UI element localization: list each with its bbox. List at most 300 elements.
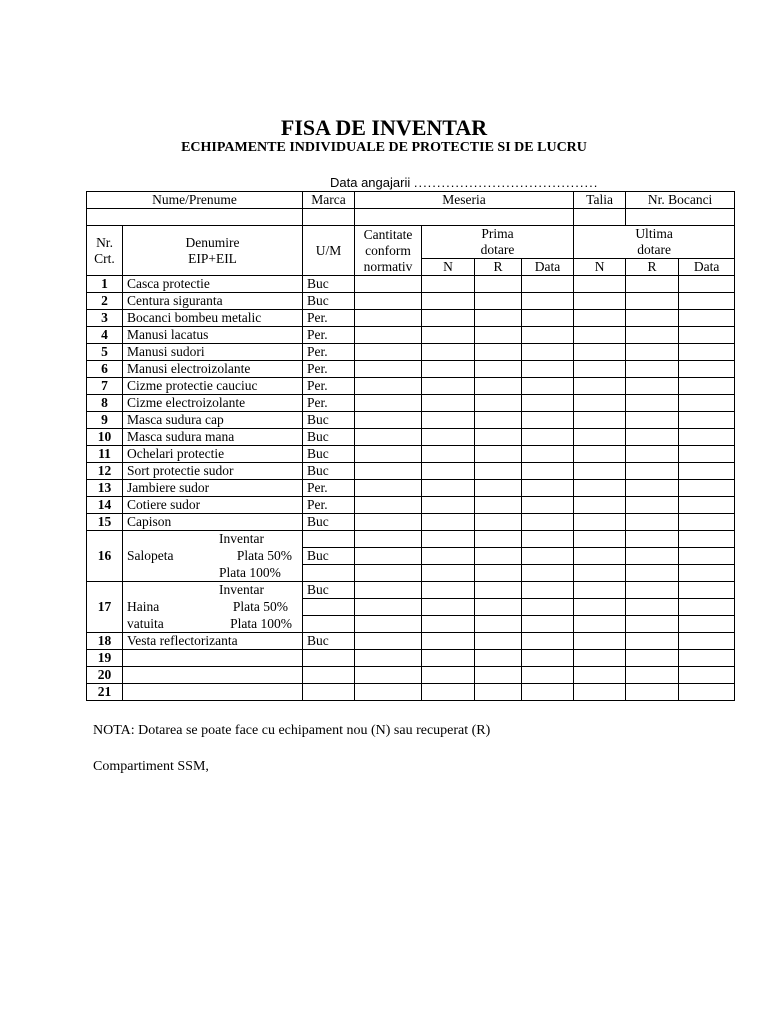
cell[interactable] <box>422 429 475 446</box>
cell[interactable] <box>626 480 679 497</box>
table-row <box>87 514 735 531</box>
cell[interactable] <box>522 633 574 650</box>
cell[interactable] <box>355 310 422 327</box>
cell[interactable] <box>626 633 679 650</box>
cell[interactable] <box>679 684 735 701</box>
cell[interactable] <box>522 395 574 412</box>
um-cell[interactable] <box>303 565 355 582</box>
um-cell[interactable] <box>303 650 355 667</box>
cell[interactable] <box>355 514 422 531</box>
cell[interactable] <box>626 497 679 514</box>
cell[interactable] <box>679 650 735 667</box>
item-name: Casca protectie <box>123 276 303 293</box>
cell[interactable] <box>475 463 522 480</box>
um-cell: Buc <box>303 293 355 310</box>
cell[interactable] <box>626 531 679 548</box>
cell[interactable] <box>574 276 626 293</box>
cell[interactable] <box>626 548 679 565</box>
cell[interactable] <box>355 276 422 293</box>
cell[interactable] <box>422 446 475 463</box>
header-marca: Marca <box>303 192 355 209</box>
cell[interactable] <box>574 633 626 650</box>
item-name: Vesta reflectorizanta <box>123 633 303 650</box>
cell[interactable] <box>574 429 626 446</box>
row17-name-b: vatuita <box>127 615 164 631</box>
row16-plata50: Plata 50% <box>236 548 293 563</box>
cell[interactable] <box>626 429 679 446</box>
item-name[interactable] <box>123 667 303 684</box>
row16-name: Salopeta <box>127 548 174 563</box>
cell[interactable] <box>679 616 735 633</box>
cell[interactable] <box>422 531 475 548</box>
cell[interactable] <box>679 344 735 361</box>
cell[interactable] <box>355 650 422 667</box>
cell[interactable] <box>574 293 626 310</box>
cell[interactable] <box>574 344 626 361</box>
cell[interactable] <box>422 582 475 599</box>
table-row <box>87 463 735 480</box>
um-cell: Per. <box>303 361 355 378</box>
cell[interactable] <box>522 446 574 463</box>
row17-line1 <box>123 582 303 599</box>
column-header-row <box>87 226 735 243</box>
cell[interactable] <box>422 463 475 480</box>
cell[interactable] <box>574 582 626 599</box>
hire-date-line <box>330 175 598 190</box>
hire-date-dots: ........................................ <box>413 175 599 190</box>
cell[interactable] <box>679 599 735 616</box>
col-cantitate <box>355 226 422 276</box>
col-ultima-n: N <box>574 259 626 276</box>
cell[interactable] <box>522 514 574 531</box>
cell[interactable] <box>679 633 735 650</box>
item-name: Cizme electroizolante <box>123 395 303 412</box>
cell[interactable] <box>679 463 735 480</box>
table-row <box>87 378 735 395</box>
cell[interactable] <box>626 599 679 616</box>
row-number: 4 <box>87 327 123 344</box>
table-row <box>87 684 735 701</box>
cell[interactable] <box>475 480 522 497</box>
cell[interactable] <box>475 667 522 684</box>
item-name: Sort protectie sudor <box>123 463 303 480</box>
cell[interactable] <box>626 565 679 582</box>
cell[interactable] <box>475 276 522 293</box>
table-row <box>87 361 735 378</box>
cell[interactable] <box>475 429 522 446</box>
empty-rows <box>87 650 735 701</box>
cell[interactable] <box>522 463 574 480</box>
table-row <box>87 310 735 327</box>
cell[interactable] <box>574 361 626 378</box>
cell[interactable] <box>522 650 574 667</box>
cell[interactable] <box>422 480 475 497</box>
row-number: 10 <box>87 429 123 446</box>
item-name: Ochelari protectie <box>123 446 303 463</box>
cell[interactable] <box>475 599 522 616</box>
col-ultima-dotare: Ultima <box>574 226 735 243</box>
cell[interactable] <box>679 327 735 344</box>
table-row <box>87 667 735 684</box>
cell[interactable] <box>475 497 522 514</box>
um-cell: Buc <box>303 463 355 480</box>
cell[interactable] <box>679 497 735 514</box>
cell[interactable] <box>626 395 679 412</box>
col-prima-dotare-2: dotare <box>422 242 574 259</box>
cell[interactable] <box>522 429 574 446</box>
cell[interactable] <box>475 446 522 463</box>
cell[interactable] <box>574 327 626 344</box>
cell[interactable] <box>522 497 574 514</box>
col-cant-line3: normativ <box>363 258 413 274</box>
col-prima-dotare: Prima <box>422 226 574 243</box>
cell[interactable] <box>475 684 522 701</box>
row16-line3 <box>123 565 303 582</box>
cell[interactable] <box>574 497 626 514</box>
cell[interactable] <box>522 378 574 395</box>
item-name: Masca sudura mana <box>123 429 303 446</box>
um-cell: Buc <box>303 429 355 446</box>
cell[interactable] <box>475 378 522 395</box>
cell[interactable] <box>679 429 735 446</box>
cell[interactable] <box>475 293 522 310</box>
cell[interactable] <box>679 582 735 599</box>
cell[interactable] <box>355 361 422 378</box>
item-rows <box>87 276 735 531</box>
col-ultima-data: Data <box>679 259 735 276</box>
table-row-17 <box>87 582 735 599</box>
um-cell: Per. <box>303 344 355 361</box>
cell[interactable] <box>422 276 475 293</box>
cell[interactable] <box>355 344 422 361</box>
cell[interactable] <box>574 565 626 582</box>
item-name: Bocanci bombeu metalic <box>123 310 303 327</box>
cell[interactable] <box>355 378 422 395</box>
row17-plata50: Plata 50% <box>232 599 289 614</box>
cell[interactable] <box>574 616 626 633</box>
item-name: Cizme protectie cauciuc <box>123 378 303 395</box>
cell[interactable] <box>574 531 626 548</box>
cell[interactable] <box>522 276 574 293</box>
cell[interactable] <box>422 514 475 531</box>
compartment-signature: Compartiment SSM, <box>93 759 209 774</box>
name-field[interactable] <box>87 209 303 226</box>
cell[interactable] <box>522 531 574 548</box>
cell[interactable] <box>679 293 735 310</box>
cell[interactable] <box>679 378 735 395</box>
bocanci-field[interactable] <box>626 209 735 226</box>
row17-name-a: Haina <box>127 599 160 614</box>
cell[interactable] <box>422 344 475 361</box>
row-number: 19 <box>87 650 123 667</box>
cell[interactable] <box>475 310 522 327</box>
cell[interactable] <box>522 565 574 582</box>
cell[interactable] <box>522 616 574 633</box>
um-cell: Buc <box>303 446 355 463</box>
item-name: Capison <box>123 514 303 531</box>
row-number: 12 <box>87 463 123 480</box>
cell[interactable] <box>574 480 626 497</box>
cell[interactable] <box>626 310 679 327</box>
row-number: 8 <box>87 395 123 412</box>
cell[interactable] <box>679 395 735 412</box>
cell[interactable] <box>574 412 626 429</box>
cell[interactable] <box>574 378 626 395</box>
row16-line1 <box>123 531 303 548</box>
cell[interactable] <box>355 667 422 684</box>
row-number: 18 <box>87 633 123 650</box>
cell[interactable] <box>522 412 574 429</box>
cell[interactable] <box>679 667 735 684</box>
cell[interactable] <box>679 310 735 327</box>
col-ultima-dotare-2: dotare <box>574 242 735 259</box>
cell[interactable] <box>475 395 522 412</box>
footer-note: NOTA: Dotarea se poate face cu echipament nou (N) sau recuperat (R) <box>93 723 491 738</box>
table-row <box>87 395 735 412</box>
cell[interactable] <box>475 548 522 565</box>
cell[interactable] <box>422 633 475 650</box>
col-prima-r: R <box>475 259 522 276</box>
table-row-16 <box>87 531 735 548</box>
cell[interactable] <box>422 378 475 395</box>
header-meseria: Meseria <box>355 192 574 209</box>
cell[interactable] <box>422 361 475 378</box>
cell[interactable] <box>475 650 522 667</box>
cell[interactable] <box>355 548 422 565</box>
item-name: Cotiere sudor <box>123 497 303 514</box>
cell[interactable] <box>522 293 574 310</box>
um-cell: Per. <box>303 480 355 497</box>
header-talia: Talia <box>574 192 626 209</box>
table-row-17c <box>87 616 735 633</box>
cell[interactable] <box>679 565 735 582</box>
cell[interactable] <box>355 429 422 446</box>
cell[interactable] <box>679 531 735 548</box>
cell[interactable] <box>574 446 626 463</box>
col-cant-line2: conform <box>365 242 411 258</box>
cell[interactable] <box>522 667 574 684</box>
cell[interactable] <box>679 276 735 293</box>
row-number: 16 <box>87 531 123 582</box>
table-row-16c <box>87 565 735 582</box>
inventory-table <box>86 191 735 701</box>
cell[interactable] <box>422 395 475 412</box>
item-name: Manusi electroizolante <box>123 361 303 378</box>
cell[interactable] <box>355 327 422 344</box>
um-cell[interactable] <box>303 684 355 701</box>
row-number: 3 <box>87 310 123 327</box>
cell[interactable] <box>355 633 422 650</box>
cell[interactable] <box>355 616 422 633</box>
table-row <box>87 480 735 497</box>
cell[interactable] <box>522 684 574 701</box>
cell[interactable] <box>422 293 475 310</box>
meseria-field[interactable] <box>355 209 574 226</box>
cell[interactable] <box>422 684 475 701</box>
item-name: Manusi sudori <box>123 344 303 361</box>
item-name: Jambiere sudor <box>123 480 303 497</box>
cell[interactable] <box>626 582 679 599</box>
cell[interactable] <box>679 361 735 378</box>
col-nr <box>87 226 123 276</box>
table-row <box>87 276 735 293</box>
cell[interactable] <box>574 395 626 412</box>
header-row-employee <box>87 192 735 209</box>
cell[interactable] <box>422 548 475 565</box>
cell[interactable] <box>522 361 574 378</box>
cell[interactable] <box>626 293 679 310</box>
table-row <box>87 344 735 361</box>
talia-field[interactable] <box>574 209 626 226</box>
col-nr-line1: Nr. <box>96 234 113 250</box>
cell[interactable] <box>626 361 679 378</box>
cell[interactable] <box>626 650 679 667</box>
cell[interactable] <box>522 480 574 497</box>
um-cell: Buc <box>303 276 355 293</box>
document-subtitle: ECHIPAMENTE INDIVIDUALE DE PROTECTIE SI DE LUCRU <box>181 140 587 155</box>
cell[interactable] <box>574 599 626 616</box>
cell[interactable] <box>475 344 522 361</box>
employee-values-row <box>87 209 735 226</box>
cell[interactable] <box>626 616 679 633</box>
table-row <box>87 446 735 463</box>
cell[interactable] <box>355 480 422 497</box>
row-number: 6 <box>87 361 123 378</box>
table-row-16b <box>87 548 735 565</box>
cell[interactable] <box>679 548 735 565</box>
cell[interactable] <box>626 684 679 701</box>
cell[interactable] <box>475 514 522 531</box>
cell[interactable] <box>355 395 422 412</box>
cell[interactable] <box>626 463 679 480</box>
cell[interactable] <box>355 599 422 616</box>
cell[interactable] <box>355 293 422 310</box>
cell[interactable] <box>355 412 422 429</box>
cell[interactable] <box>626 446 679 463</box>
item-name[interactable] <box>123 684 303 701</box>
cell[interactable] <box>522 327 574 344</box>
cell[interactable] <box>475 361 522 378</box>
cell[interactable] <box>522 599 574 616</box>
document-title: FISA DE INVENTAR <box>280 115 488 140</box>
cell[interactable] <box>422 616 475 633</box>
cell[interactable] <box>355 582 422 599</box>
cell[interactable] <box>422 650 475 667</box>
col-prima-data: Data <box>522 259 574 276</box>
cell[interactable] <box>679 412 735 429</box>
cell[interactable] <box>574 463 626 480</box>
um-cell[interactable] <box>303 616 355 633</box>
cell[interactable] <box>355 565 422 582</box>
cell[interactable] <box>679 480 735 497</box>
row-number: 5 <box>87 344 123 361</box>
cell[interactable] <box>626 667 679 684</box>
um-cell[interactable] <box>303 599 355 616</box>
cell[interactable] <box>422 599 475 616</box>
cell[interactable] <box>355 446 422 463</box>
marca-field[interactable] <box>303 209 355 226</box>
cell[interactable] <box>422 497 475 514</box>
cell[interactable] <box>679 446 735 463</box>
table-row <box>87 412 735 429</box>
cell[interactable] <box>422 565 475 582</box>
cell[interactable] <box>355 463 422 480</box>
cell[interactable] <box>574 310 626 327</box>
cell[interactable] <box>574 667 626 684</box>
cell[interactable] <box>422 310 475 327</box>
col-denumire-line2: EIP+EIL <box>188 250 237 266</box>
cell[interactable] <box>574 514 626 531</box>
cell[interactable] <box>475 565 522 582</box>
cell[interactable] <box>626 344 679 361</box>
cell[interactable] <box>626 276 679 293</box>
cell[interactable] <box>475 412 522 429</box>
row-number: 2 <box>87 293 123 310</box>
cell[interactable] <box>422 327 475 344</box>
header-name: Nume/Prenume <box>87 192 303 209</box>
cell[interactable] <box>475 531 522 548</box>
cell[interactable] <box>355 531 422 548</box>
um-cell[interactable] <box>303 531 355 548</box>
cell[interactable] <box>422 412 475 429</box>
cell[interactable] <box>574 650 626 667</box>
cell[interactable] <box>626 327 679 344</box>
cell[interactable] <box>626 378 679 395</box>
row17-inventar: Inventar <box>219 582 264 598</box>
cell[interactable] <box>422 667 475 684</box>
row-number: 13 <box>87 480 123 497</box>
um-cell[interactable] <box>303 667 355 684</box>
table-row-17b <box>87 599 735 616</box>
cell[interactable] <box>522 582 574 599</box>
um-cell: Per. <box>303 378 355 395</box>
cell[interactable] <box>574 548 626 565</box>
col-nr-line2: Crt. <box>94 250 115 266</box>
col-prima-n: N <box>422 259 475 276</box>
um-cell: Buc <box>303 582 355 599</box>
um-cell: Per. <box>303 395 355 412</box>
um-cell: Per. <box>303 310 355 327</box>
cell[interactable] <box>355 497 422 514</box>
cell[interactable] <box>626 514 679 531</box>
table-row <box>87 497 735 514</box>
row16-plata100: Plata 100% <box>219 564 281 580</box>
cell[interactable] <box>679 514 735 531</box>
cell[interactable] <box>626 412 679 429</box>
table-row <box>87 293 735 310</box>
item-name: Manusi lacatus <box>123 327 303 344</box>
cell[interactable] <box>475 633 522 650</box>
um-cell: Buc <box>303 412 355 429</box>
item-name[interactable] <box>123 650 303 667</box>
table-row <box>87 327 735 344</box>
cell[interactable] <box>475 616 522 633</box>
cell[interactable] <box>522 548 574 565</box>
cell[interactable] <box>475 327 522 344</box>
um-cell: Buc <box>303 514 355 531</box>
row17-line2 <box>123 599 303 616</box>
col-cant-line1: Cantitate <box>363 226 413 242</box>
cell[interactable] <box>522 310 574 327</box>
cell[interactable] <box>574 684 626 701</box>
row16-inventar: Inventar <box>219 531 264 547</box>
col-denumire-line1: Denumire <box>185 234 240 250</box>
cell[interactable] <box>522 344 574 361</box>
row-number: 20 <box>87 667 123 684</box>
cell[interactable] <box>475 582 522 599</box>
cell[interactable] <box>355 684 422 701</box>
um-cell: Buc <box>303 548 355 565</box>
